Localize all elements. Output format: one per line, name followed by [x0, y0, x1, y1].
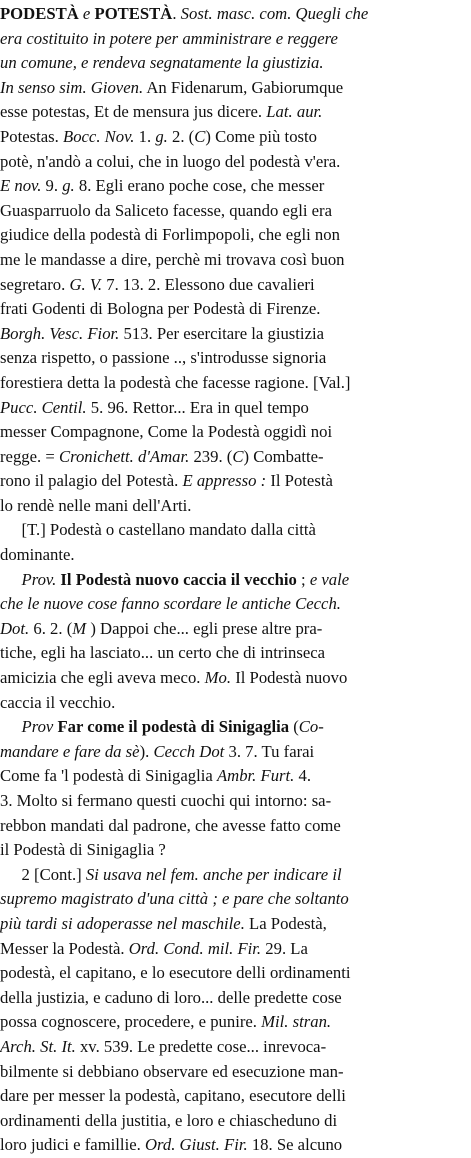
text-line — [0, 1109, 462, 1134]
text-line — [0, 814, 462, 839]
text-line — [0, 543, 462, 568]
italic-text: e — [78, 4, 95, 23]
body-text: Guasparruolo da Saliceto facesse, quando egli era — [0, 200, 332, 220]
body-text: 3. Molto si fermano questi cuochi qui intorno: sa- — [0, 791, 332, 810]
italic-text: M — [72, 618, 87, 638]
body-text: 1. — [134, 126, 156, 146]
body-text: 3. 7. Tu farai — [224, 741, 315, 761]
body-text: potè, n'andò a colui, che in luogo del podestà v'era. — [0, 151, 341, 171]
text-line — [0, 2, 462, 27]
body-text: esse potestas, Et de mensura jus dicere. — [0, 102, 267, 122]
text-line — [0, 764, 462, 789]
italic-text: C — [194, 126, 206, 146]
text-line — [0, 1084, 462, 1109]
body-text: 4. — [294, 766, 312, 786]
italic-text: E nov. — [0, 176, 42, 196]
text-line — [0, 1035, 462, 1060]
italic-text: Si usava nel fem. anche per indicare il — [85, 864, 342, 884]
italic-text: Sost. masc. com. Quegli che — [180, 4, 369, 23]
headword-text: Far come il podestà di Sinigaglia — [53, 717, 290, 737]
body-text: possa cognoscere, procedere, e punire. — [0, 1012, 262, 1032]
text-line — [0, 76, 462, 101]
italic-text: un comune, e rendeva segnatamente la giustizia. — [0, 53, 324, 73]
italic-text: In senso sim. Gioven. — [0, 77, 144, 97]
body-text: 7. 13. 2. Elessono due cavalieri — [102, 274, 315, 294]
text-line — [0, 789, 462, 814]
body-text: 29. La — [261, 938, 308, 958]
text-line — [0, 248, 462, 273]
italic-text: G. V. — [69, 274, 103, 294]
body-text: Il Potestà — [266, 471, 333, 491]
italic-text: era costituito in potere per amministrare e reggere — [0, 28, 338, 48]
body-text: podestà, el capitano, e lo esecutore delli ordinamenti — [0, 963, 351, 983]
body-text: della justizia, e caduno di loro... delle predette cose — [0, 987, 342, 1007]
text-line — [0, 297, 462, 322]
text-line — [0, 469, 462, 494]
body-text: ( — [289, 717, 299, 737]
body-text: il Podestà di Sinigaglia ? — [0, 840, 166, 860]
body-text: lo rendè nelle mani dell'Arti. — [0, 495, 192, 515]
text-line — [0, 715, 462, 740]
body-text: Il Podestà nuovo — [231, 668, 348, 688]
italic-text: Mil. stran. — [261, 1012, 332, 1032]
body-text: 6. 2. ( — [29, 618, 73, 638]
text-line — [0, 150, 462, 175]
body-text: senza rispetto, o passione .., s'introdusse signoria — [0, 348, 327, 368]
text-line — [0, 740, 462, 765]
body-text: frati Godenti di Bologna per Podestà di Firenze. — [0, 299, 321, 319]
italic-text: più tardi si adoperasse nel maschile. — [0, 913, 245, 933]
text-line — [0, 371, 462, 396]
text-line — [0, 396, 462, 421]
body-text: 18. Se alcuno — [247, 1135, 343, 1155]
body-text: 513. Per esercitare la giustizia — [119, 323, 325, 343]
body-text: dare per messer la podestà, capitano, esecutore delli — [0, 1086, 346, 1106]
text-line — [0, 273, 462, 298]
text-line — [0, 1060, 462, 1085]
italic-text: Co- — [298, 717, 324, 737]
headword-text: Il Podestà nuovo caccia il vecchio — [56, 569, 297, 589]
text-line — [0, 838, 462, 863]
text-line — [0, 592, 462, 617]
body-text: 5. 96. Rettor... Era in quel tempo — [86, 397, 309, 417]
body-text: rebbon mandati dal padrone, che avesse fatto come — [0, 815, 341, 835]
italic-text: Lat. aur. — [266, 102, 323, 122]
italic-text: Ord. Giust. Fir. — [144, 1135, 248, 1155]
headword-text: PODESTÀ — [0, 4, 79, 23]
text-line — [0, 617, 462, 642]
text-line — [0, 199, 462, 224]
body-text: giudice della podestà di Forlimpopoli, che egli non — [0, 225, 340, 245]
italic-text: Cronichett. d'Amar. — [58, 446, 190, 466]
italic-text: Borgh. Vesc. Fior. — [0, 323, 120, 343]
italic-text: Bocc. Nov. — [63, 126, 135, 146]
body-text: amicizia che egli aveva meco. — [0, 668, 205, 688]
body-text: ) Dappoi che... egli prese altre pra- — [86, 618, 323, 638]
italic-text: e vale — [309, 569, 350, 589]
body-text: 8. Egli erano poche cose, che messer — [74, 176, 325, 196]
italic-text: g. — [62, 176, 75, 196]
text-line — [0, 494, 462, 519]
text-line — [0, 912, 462, 937]
italic-text: E appresso : — [182, 471, 267, 491]
text-line — [0, 100, 462, 125]
body-text: bilmente si debbiano observare ed esecuzione man- — [0, 1061, 344, 1081]
body-text: 239. ( — [189, 446, 233, 466]
body-text: xv. 539. Le predette cose... inrevoca- — [75, 1036, 327, 1056]
text-line — [0, 887, 462, 912]
body-text: ) Come più tosto — [205, 126, 317, 146]
body-text: me le mandasse a dire, perchè mi trovava così buon — [0, 249, 345, 269]
body-text: regge. = — [0, 446, 59, 466]
italic-text: supremo magistrato d'una città ; e pare che soltanto — [0, 889, 349, 909]
text-line — [0, 666, 462, 691]
body-text: Potestas. — [0, 126, 64, 146]
body-text: rono il palagio del Potestà. — [0, 471, 183, 491]
body-text: Come fa 'l podestà di Sinigaglia — [0, 766, 217, 786]
body-text: An Fidenarum, Gabiorumque — [143, 77, 344, 97]
italic-text: C — [232, 446, 244, 466]
body-text: caccia il vecchio. — [0, 692, 116, 712]
headword-text: POTESTÀ — [94, 4, 173, 23]
body-text: messer Compagnone, Come la Podestà oggidì noi — [0, 422, 333, 442]
body-text: dominante. — [0, 545, 75, 565]
body-text: loro judici e famillie. — [0, 1135, 145, 1155]
italic-text: Mo. — [204, 668, 232, 688]
text-line — [0, 691, 462, 716]
body-text: La Podestà, — [244, 913, 327, 933]
text-line — [0, 27, 462, 52]
body-text: forestiera detta la podestà che facesse ragione. [Val.] — [0, 372, 351, 392]
text-line — [0, 986, 462, 1011]
body-text: . — [172, 4, 181, 23]
italic-text: g. — [155, 126, 168, 146]
text-line — [0, 641, 462, 666]
text-line — [0, 445, 462, 470]
italic-text: che le nuove cose fanno scordare le antiche Cecch. — [0, 594, 341, 614]
text-line — [0, 322, 462, 347]
text-line — [0, 568, 462, 593]
body-text: 2 [Cont.] — [21, 864, 86, 884]
text-line — [0, 961, 462, 986]
text-line — [0, 937, 462, 962]
text-line — [0, 420, 462, 445]
italic-text: Ord. Cond. mil. Fir. — [128, 938, 262, 958]
italic-text: Prov. — [21, 569, 57, 589]
italic-text: Pucc. Centil. — [0, 397, 87, 417]
italic-text: Ambr. Furt. — [216, 766, 295, 786]
body-text: tiche, egli ha lasciato... un certo che di intrinseca — [0, 643, 326, 663]
body-text: ) Combatte- — [243, 446, 324, 466]
text-line — [0, 1010, 462, 1035]
body-text: ). — [139, 741, 154, 761]
body-text: Messer la Podestà. — [0, 938, 129, 958]
text-line — [0, 125, 462, 150]
italic-text: Dot. — [0, 618, 30, 638]
text-line — [0, 51, 462, 76]
body-text: ordinamenti della justitia, e loro e chiascheduno di — [0, 1110, 338, 1130]
text-line — [0, 518, 462, 543]
body-text: ; — [296, 569, 310, 589]
text-line — [0, 1133, 462, 1158]
text-line — [0, 863, 462, 888]
dictionary-entry-podesta — [0, 2, 471, 1158]
italic-text: Cecch Dot — [153, 741, 225, 761]
text-line — [0, 174, 462, 199]
text-line — [0, 346, 462, 371]
body-text: [T.] Podestà o castellano mandato dalla città — [21, 520, 316, 540]
body-text: segretaro. — [0, 274, 70, 294]
italic-text: mandare e fare da sè — [0, 741, 140, 761]
italic-text: Arch. St. It. — [0, 1036, 76, 1056]
body-text: 9. — [41, 176, 63, 196]
text-line — [0, 223, 462, 248]
italic-text: Prov — [21, 717, 54, 737]
body-text: 2. ( — [167, 126, 195, 146]
